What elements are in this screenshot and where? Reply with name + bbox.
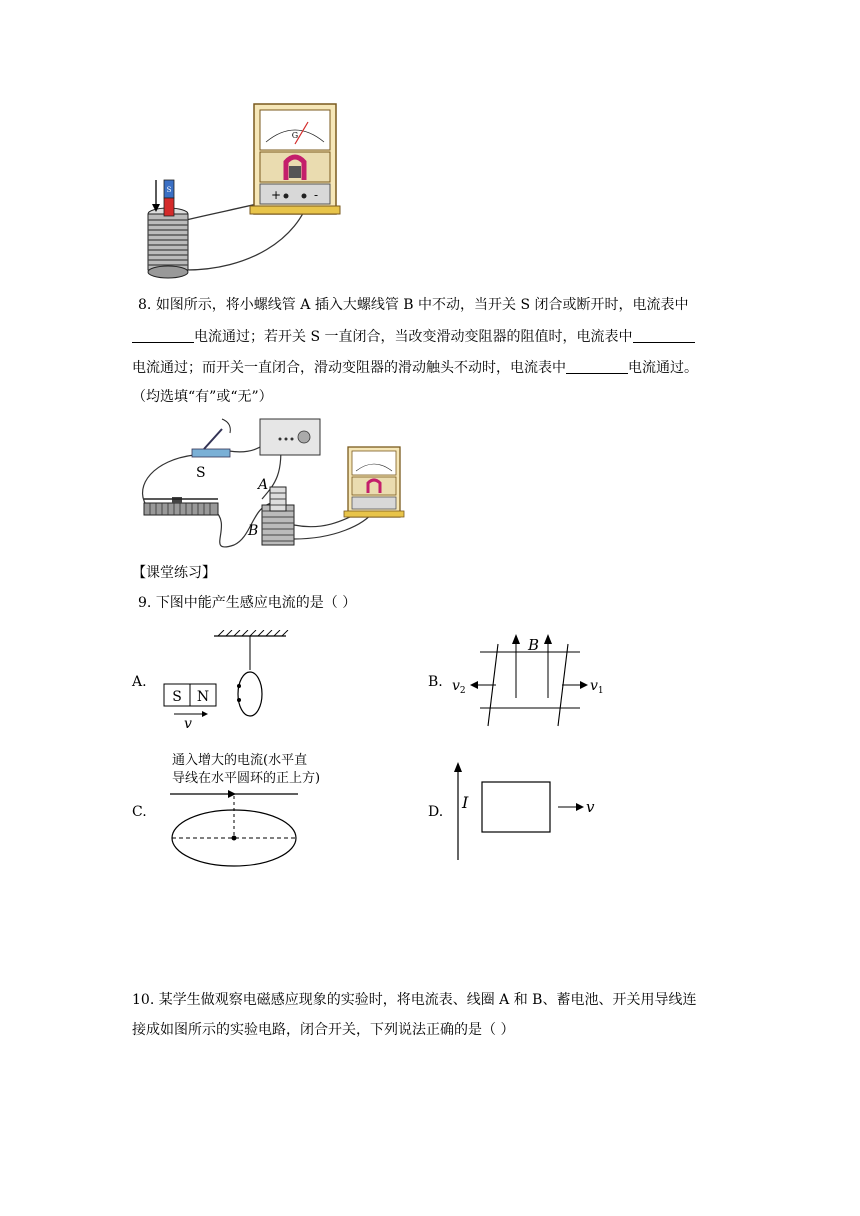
q8-line3 (132, 358, 698, 378)
magnet-pole-label: S (166, 186, 172, 194)
coil-a (256, 477, 286, 511)
field-b-label: B (528, 636, 540, 654)
magnet-s-label: S (172, 689, 182, 705)
plus-terminal: + (270, 188, 282, 202)
q8-text-2: 电流通过；若开关 S 一直闭合，当改变滑动变阻器的阻值时，电流表中 (194, 329, 633, 345)
velocity-v1-label: $v_1$ (590, 678, 604, 696)
option-a-figure (160, 630, 300, 730)
rheostat (144, 497, 218, 515)
answer-blank-1[interactable] (132, 328, 194, 343)
option-c-note-2: 导线在水平圆环的正上方) (172, 771, 321, 786)
wire-loop (238, 672, 262, 716)
switch-s (192, 419, 230, 481)
figure-q8-circuit (134, 415, 410, 557)
option-d-label[interactable]: D. (428, 804, 444, 820)
option-a-label[interactable]: A. (132, 674, 147, 690)
velocity-v2-label: $v_2$ (452, 678, 466, 696)
magnet-n-label: N (196, 689, 210, 705)
velocity-a-label: v (184, 716, 192, 730)
answer-blank-3[interactable] (566, 359, 628, 374)
q9-number: 9. (138, 595, 152, 611)
q8-text-3: 电流通过；而开关一直闭合，滑动变阻器的滑动触头不动时，电流表中 (132, 360, 566, 376)
q10-text-1: 某学生做观察电磁感应现象的实验时，将电流表、线圈 A 和 B、蓄电池、开关用导线连 (158, 992, 697, 1008)
q10-number: 10. (132, 992, 155, 1008)
figure-magnet-coil-galvanometer (138, 100, 348, 282)
q8-line4 (132, 387, 273, 407)
current-i-label: I (462, 793, 469, 812)
q8-note: （均选填“有”或“无”） (132, 389, 273, 405)
option-d-figure (448, 760, 608, 864)
switch-label: S (196, 465, 206, 481)
q9-stem (138, 593, 356, 613)
q10-line1 (132, 990, 696, 1010)
rectangular-loop (482, 782, 550, 832)
option-c-figure (166, 786, 302, 870)
q8-line2 (132, 327, 695, 347)
coil-b-label: B (248, 523, 259, 539)
q8-number: 8. (138, 297, 152, 313)
option-b-label[interactable]: B. (428, 674, 443, 690)
minus-terminal: - (313, 188, 319, 202)
q8-text-1: 如图所示，将小螺线管 A 插入大螺线管 B 中不动，当开关 S 闭合或断开时，电流表中 (155, 297, 689, 313)
q8-line1 (138, 295, 689, 315)
answer-blank-2[interactable] (633, 328, 695, 343)
q10-text-2: 接成如图所示的实验电路，闭合开关，下列说法正确的是（ ） (132, 1022, 515, 1038)
section-title: 【课堂练习】 (132, 565, 216, 581)
option-b-figure (450, 630, 610, 730)
solenoid-coil (148, 208, 188, 278)
galvanometer (250, 104, 340, 214)
q8-text-4: 电流通过。 (628, 360, 698, 376)
bar-magnet (164, 180, 174, 216)
option-c-note-1: 通入增大的电流(水平直 (172, 753, 308, 768)
power-supply (260, 419, 320, 455)
coil-a-label: A (258, 477, 269, 493)
q10-line2 (132, 1020, 514, 1040)
meter-label: G (291, 131, 299, 140)
galvanometer-q8 (344, 447, 404, 517)
q9-text: 下图中能产生感应电流的是（ ） (155, 595, 357, 611)
option-c-label[interactable]: C. (132, 804, 147, 820)
velocity-d-label: v (586, 798, 595, 816)
